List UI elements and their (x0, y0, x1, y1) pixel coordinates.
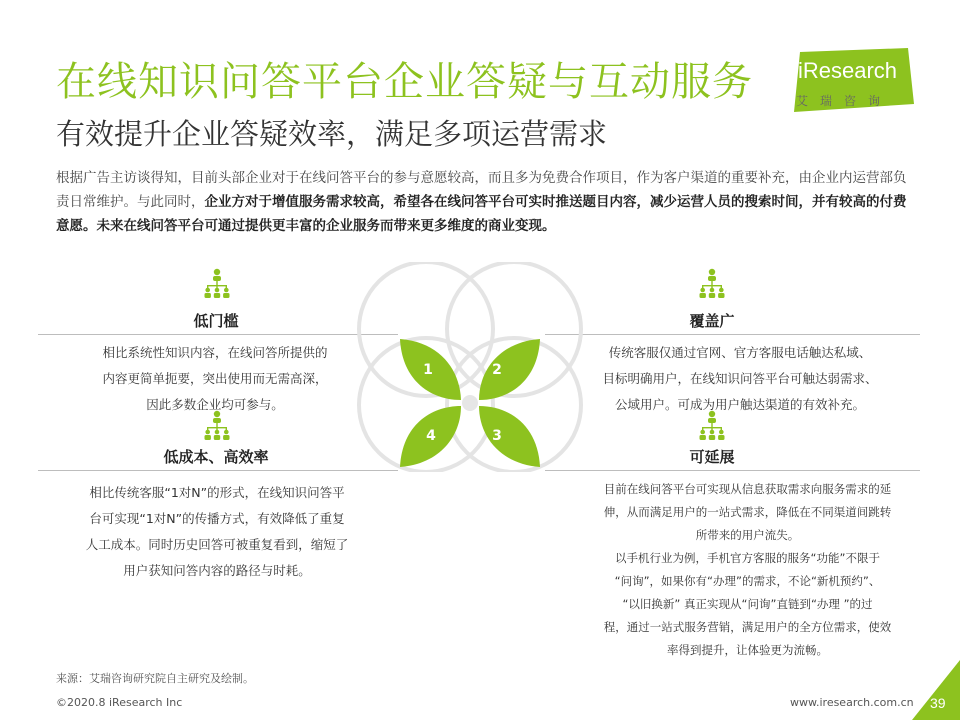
petal-label-2: 2 (492, 362, 502, 378)
section-desc-extensible (580, 478, 915, 662)
desc-line: 传统客服仅通过官网、官方客服电话触达私域、 (608, 345, 872, 360)
logo-brand: iResearch (798, 58, 898, 83)
section-desc-low-cost (56, 480, 378, 584)
petal-label-4: 4 (426, 428, 436, 444)
desc-line: 内容更简单扼要，突出使用而无需高深， (102, 371, 328, 386)
desc-line: 相比传统客服“1对N”的形式，在线知识问答平 (89, 485, 345, 500)
desc-line: 所带来的用户流失。 (695, 528, 800, 542)
section-title-wide-coverage: 覆盖广 (689, 312, 735, 330)
section-title-low-cost: 低成本、高效率 (163, 448, 269, 466)
petal-3 (479, 406, 540, 467)
page-number: 39 (930, 695, 946, 711)
desc-line: 伸，从而满足用户的一站式需求，降低在不同渠道间跳转 (603, 505, 892, 519)
person-network-icon (202, 268, 232, 298)
center-dot (462, 395, 478, 411)
four-petal-diagram (320, 262, 620, 472)
section-title-extensible: 可延展 (689, 448, 735, 466)
desc-line: 率得到提升，让体验更为流畅。 (667, 643, 828, 657)
website-link[interactable]: www.iresearch.com.cn (790, 696, 914, 709)
desc-line: 公域用户。可成为用户触达渠道的有效补充。 (614, 397, 865, 412)
desc-line: 因此多数企业均可参与。 (146, 397, 284, 412)
petal-label-1: 1 (423, 362, 433, 378)
page-corner-decoration (912, 660, 960, 720)
desc-line: 台可实现“1对N”的传播方式，有效降低了重复 (89, 511, 345, 526)
outline-circles (359, 262, 581, 472)
page-title: 在线知识问答平台企业答疑与互动服务 (56, 59, 753, 105)
page-subtitle: 有效提升企业答疑效率，满足多项运营需求 (56, 117, 608, 151)
section-title-low-threshold: 低门槛 (193, 312, 239, 330)
desc-line: 以手机行业为例，手机官方客服的服务“功能”不限于 (615, 551, 880, 565)
desc-line: 目前在线问答平台可实现从信息获取需求向服务需求的延 (603, 482, 892, 496)
desc-line: 相比系统性知识内容，在线问答所提供的 (102, 345, 328, 360)
desc-line: “问询”，如果你有“办理”的需求，不论“新机预约”、 (614, 574, 881, 588)
source-note: 来源：艾瑞咨询研究院自主研究及绘制。 (56, 672, 254, 685)
desc-line: “以旧换新” 真正实现从“问询”直链到“办理 ”的过 (622, 597, 873, 611)
logo-cn-name: 艾瑞咨询 (796, 94, 893, 108)
person-network-icon (697, 268, 727, 298)
petal-label-3: 3 (492, 428, 502, 444)
desc-line: 用户获知问答内容的路径与时耗。 (123, 563, 311, 578)
section-desc-wide-coverage (580, 340, 900, 418)
intro-text-normal: 根据广告主访谈得知，目前头部企业对于在线问答平台的参与意愿较高，而且多为免费合作项目，作为客户渠道的重要补充，由企业内运营部负责日常维护。与此同时， (56, 170, 907, 210)
desc-line: 程，通过一站式服务营销，满足用户的全方位需求，使效 (603, 620, 892, 634)
copyright: ©2020.8 iResearch Inc (56, 696, 183, 709)
desc-line: 目标明确用户，在线知识问答平台可触达弱需求、 (602, 371, 878, 386)
intro-paragraph (56, 166, 918, 238)
desc-line: 人工成本。同时历史回答可被重复看到，缩短了 (85, 537, 349, 552)
intro-text-bold: 企业方对于增值服务需求较高，希望各在线问答平台可实时推送题目内容，减少运营人员的搜索时间，并有较高的付费意愿。未来在线问答平台可通过提供更丰富的企业服务而带来更多维度的商业变现。 (56, 194, 907, 234)
